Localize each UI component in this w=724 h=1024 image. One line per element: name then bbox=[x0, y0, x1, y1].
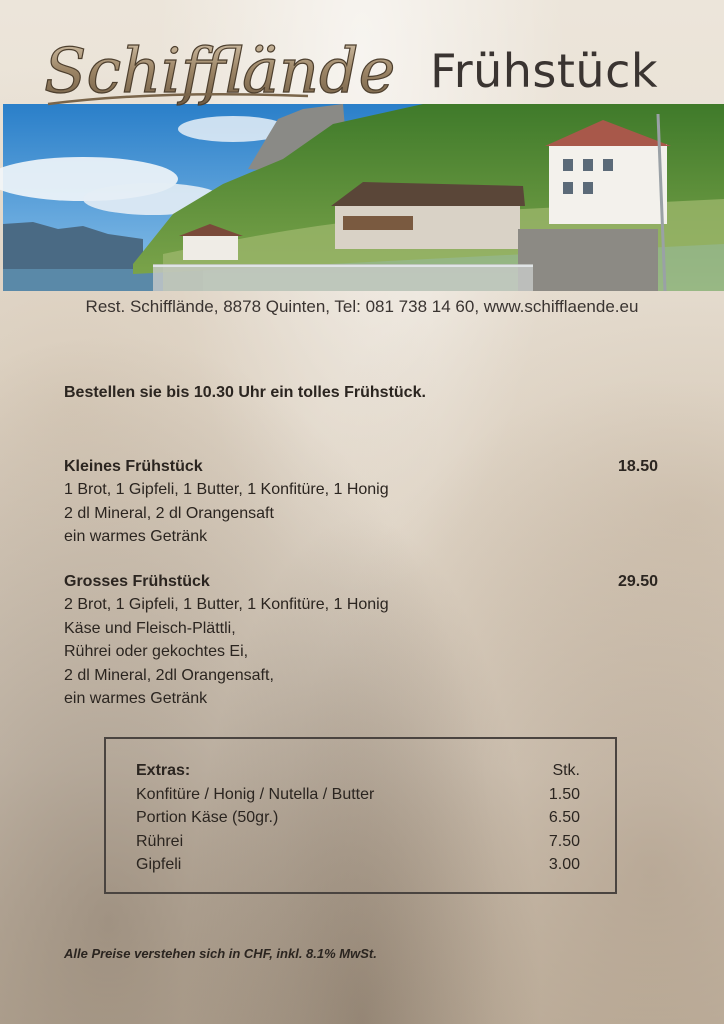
extras-header bbox=[136, 759, 580, 783]
extras-item-name: Rührei bbox=[136, 832, 184, 850]
menu-item-line: ein warmes Getränk bbox=[64, 528, 208, 545]
menu-item-line: 1 Brot, 1 Gipfeli, 1 Butter, 1 Konfitüre, 1 Honig bbox=[64, 481, 389, 498]
restaurant-address: Rest. Schifflände, 8878 Quinten, Tel: 081 738 14 60, www.schifflaende.eu bbox=[85, 297, 639, 316]
extras-heading: Extras: bbox=[136, 762, 191, 779]
hero-photo bbox=[3, 104, 724, 291]
menu-item-name: Grosses Frühstück bbox=[64, 573, 210, 590]
extras-row bbox=[136, 806, 580, 830]
page-title: Frühstück bbox=[430, 44, 658, 98]
extras-item-name: Portion Käse (50gr.) bbox=[136, 809, 279, 826]
schifflaende-logo bbox=[38, 30, 396, 120]
extras-item-name: Konfitüre / Honig / Nutella / Butter bbox=[136, 785, 375, 803]
extras-item-price: 1.50 bbox=[548, 785, 580, 803]
menu-item-name: Kleines Frühstück bbox=[64, 458, 203, 475]
menu-item-grosses-fruehstueck bbox=[64, 570, 658, 711]
svg-text:Schifflände: Schifflände bbox=[44, 34, 396, 107]
menu-item-line: 2 Brot, 1 Gipfeli, 1 Butter, 1 Konfitüre, 1 Honig bbox=[64, 596, 389, 613]
extras-row bbox=[136, 853, 580, 877]
extras-row bbox=[136, 830, 580, 854]
extras-unit: Stk. bbox=[552, 762, 580, 779]
menu-item-price: 29.50 bbox=[617, 573, 658, 590]
extras-box bbox=[104, 737, 617, 894]
extras-item-name: Gipfeli bbox=[136, 856, 182, 873]
extras-item-price: 6.50 bbox=[548, 809, 580, 826]
menu-item-line: ein warmes Getränk bbox=[64, 690, 208, 707]
extras-row bbox=[136, 783, 580, 807]
menu-item-line: Käse und Fleisch-Plättli, bbox=[64, 619, 236, 637]
extras-item-price: 3.00 bbox=[548, 856, 580, 873]
intro-text: Bestellen sie bis 10.30 Uhr ein tolles Frühstück. bbox=[64, 384, 426, 401]
price-footnote: Alle Preise verstehen sich in CHF, inkl. 8.1% MwSt. bbox=[64, 946, 377, 961]
menu-item-line: Rührei oder gekochtes Ei, bbox=[64, 643, 249, 660]
menu-item-kleines-fruehstueck bbox=[64, 455, 658, 549]
menu-item-line: 2 dl Mineral, 2dl Orangensaft, bbox=[64, 666, 274, 684]
page-header bbox=[0, 0, 724, 107]
extras-item-price: 7.50 bbox=[548, 832, 580, 850]
menu-item-line: 2 dl Mineral, 2 dl Orangensaft bbox=[64, 504, 274, 522]
menu-item-price: 18.50 bbox=[617, 458, 658, 475]
